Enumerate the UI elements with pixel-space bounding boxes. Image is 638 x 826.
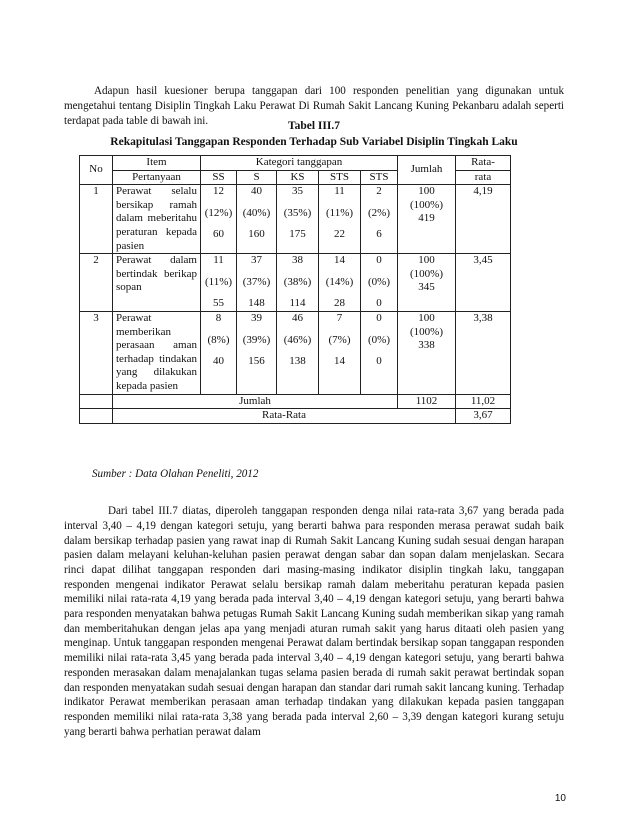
cell-score: 114 bbox=[289, 297, 306, 310]
jumlah-pct: (100%) bbox=[410, 267, 443, 280]
header-col-sts-2: STS bbox=[361, 170, 398, 185]
cell-count: 8 bbox=[215, 311, 222, 324]
cell-ks bbox=[277, 311, 319, 394]
header-category: Kategori tanggapan bbox=[201, 156, 398, 171]
header-jumlah: Jumlah bbox=[398, 156, 456, 185]
table-row bbox=[80, 254, 511, 312]
cell-sts bbox=[319, 185, 361, 254]
recap-table bbox=[79, 155, 511, 424]
cell-score: 138 bbox=[289, 355, 306, 368]
intro-paragraph: Adapun hasil kuesioner berupa tanggapan dari 100 responden penelitian yang digunakan untuk mengetahui tentang Disiplin Tingkah Laku Perawat Di Rumah Sakit Lancang Kuning Pekanbaru adalah seperti terdapat pada table di bawah ini. bbox=[64, 85, 564, 127]
cell-count: 12 bbox=[213, 185, 224, 198]
row-item: Perawat selalu bersikap ramah dalam meberitahu peraturan kepada pasien bbox=[113, 185, 201, 254]
cell-pct: (14%) bbox=[325, 275, 354, 288]
header-col-ss: SS bbox=[201, 170, 237, 185]
cell-score: 55 bbox=[213, 297, 224, 310]
cell-score: 28 bbox=[334, 297, 345, 310]
header-rata-line1: Rata- bbox=[456, 156, 511, 171]
cell-rata: 4,19 bbox=[456, 185, 511, 254]
cell-pct: (11%) bbox=[204, 275, 233, 288]
cell-pct: (39%) bbox=[242, 333, 271, 346]
header-col-sts: STS bbox=[319, 170, 361, 185]
cell-ss bbox=[201, 311, 237, 394]
cell-score: 60 bbox=[213, 228, 224, 241]
table-row bbox=[80, 185, 511, 254]
total-jumlah: 1102 bbox=[398, 394, 456, 409]
jumlah-score: 345 bbox=[418, 281, 435, 294]
cell-pct: (37%) bbox=[242, 275, 271, 288]
cell-rata: 3,45 bbox=[456, 254, 511, 312]
cell-ss bbox=[201, 185, 237, 254]
cell-sts-2 bbox=[361, 311, 398, 394]
cell-count: 2 bbox=[376, 185, 382, 198]
cell-sts-2 bbox=[361, 185, 398, 254]
cell-score: 14 bbox=[334, 355, 345, 368]
row-item: Perawat memberikan perasaan aman terhadap tindakan yang dilakukan kepada pasien bbox=[113, 311, 201, 394]
jumlah-count: 100 bbox=[418, 185, 435, 198]
cell-count: 46 bbox=[292, 311, 303, 324]
cell-count: 11 bbox=[213, 254, 224, 267]
cell-score: 148 bbox=[248, 297, 265, 310]
jumlah-pct: (100%) bbox=[410, 198, 443, 211]
cell-count: 0 bbox=[376, 311, 382, 324]
header-item-line2: Pertanyaan bbox=[113, 170, 201, 185]
cell-pct: (0%) bbox=[368, 275, 390, 288]
cell-pct: (46%) bbox=[283, 333, 312, 346]
cell-count: 40 bbox=[251, 185, 262, 198]
cell-count: 0 bbox=[376, 254, 382, 267]
cell-pct: (2%) bbox=[368, 206, 390, 219]
jumlah-pct: (100%) bbox=[410, 325, 443, 338]
cell-count: 35 bbox=[292, 185, 303, 198]
cell-count: 37 bbox=[251, 254, 262, 267]
cell-s bbox=[237, 311, 277, 394]
cell-score: 160 bbox=[248, 228, 265, 241]
header-no: No bbox=[80, 156, 113, 185]
jumlah-score: 338 bbox=[418, 339, 435, 352]
cell-pct: (38%) bbox=[283, 275, 312, 288]
header-item-line1: Item bbox=[113, 156, 201, 171]
average-row bbox=[80, 409, 511, 424]
table-title: Rekapitulasi Tanggapan Responden Terhadap Sub Variabel Disiplin Tingkah Laku bbox=[110, 136, 518, 148]
cell-ks bbox=[277, 254, 319, 312]
cell-jumlah bbox=[398, 254, 456, 312]
header-col-ks: KS bbox=[277, 170, 319, 185]
cell-sts-2 bbox=[361, 254, 398, 312]
table-header-row bbox=[80, 156, 511, 171]
cell-jumlah bbox=[398, 185, 456, 254]
total-spacer bbox=[80, 394, 113, 409]
cell-s bbox=[237, 254, 277, 312]
total-label: Jumlah bbox=[113, 394, 398, 409]
row-no: 1 bbox=[80, 185, 113, 254]
row-no: 3 bbox=[80, 311, 113, 394]
cell-count: 38 bbox=[292, 254, 303, 267]
average-spacer bbox=[80, 409, 113, 424]
cell-rata: 3,38 bbox=[456, 311, 511, 394]
cell-count: 14 bbox=[334, 254, 345, 267]
average-label: Rata-Rata bbox=[113, 409, 456, 424]
total-row bbox=[80, 394, 511, 409]
header-col-s: S bbox=[237, 170, 277, 185]
cell-sts bbox=[319, 311, 361, 394]
average-value: 3,67 bbox=[456, 409, 511, 424]
cell-pct: (0%) bbox=[368, 333, 390, 346]
body-paragraph: Dari tabel III.7 diatas, diperoleh tanggapan responden denga nilai rata-rata 3,67 yang berada pada interval 3,40 – 4,19 dengan kategori setuju, yang berarti bahwa para responden merasa perawat sudah baik dalam bersikap terhadap pasien yang rawat inap di Rumah Sakit Lancang Kuning sudah sesuai dengan harapan pasien dalam melayani keluhan-keluhan pasien perawat dengan sabar dan sopan dalam menjelaskan. Secara rinci dapat dilihat tanggapan responden dari masing-masing indikator disiplin tingkah laku, tanggapan responden mengenai indikator Perawat selalu bersikap ramah dalam meberitahu peraturan kepada pasien memiliki nilai rata-rata 4,19 yang berada pada interval 3,40 – 4,19 dengan kategori setuju, yang berarti bahwa para responden menyatakan bahwa petugas Rumah Sakit Lancang Kuning sudah memberikan sikap yang ramah dan memberitahukan dengan jelas apa yang menjadi aturan rumah sakit yang harus ditaati oleh pasien yang menginap. Untuk tanggapan responden mengenai Perawat dalam bertindak bersikap sopan tanggapan responden memiliki nilai rata-rata 3,45 yang berada pada interval 3,40 – 4,19 dengan kategori setuju, yang berarti bahwa responden merasakan dalam menajalankan tugas selama pasien berada di rumah sakit perawat bertindak sopan dan responden menyatakan sudah sesuai dengan harapan dan standar dari rumah sakit lancang kuning. Terhadap indikator Perawat memberikan perasaan aman terhadap tindakan yang dilakukan kepada pasien tanggapan responden memiliki nilai rata-rata 3,38 yang berada pada interval 2,60 – 3,39 dengan kategori kurang setuju yang berarti bahwa perhatian perawat dalam bbox=[64, 505, 564, 738]
cell-score: 22 bbox=[334, 228, 345, 241]
cell-count: 11 bbox=[334, 185, 345, 198]
jumlah-count: 100 bbox=[418, 311, 435, 324]
cell-pct: (40%) bbox=[242, 206, 271, 219]
cell-jumlah bbox=[398, 311, 456, 394]
cell-score: 40 bbox=[213, 355, 224, 368]
cell-pct: (11%) bbox=[325, 206, 354, 219]
cell-pct: (8%) bbox=[207, 333, 230, 346]
jumlah-count: 100 bbox=[418, 254, 435, 267]
cell-ks bbox=[277, 185, 319, 254]
table-row bbox=[80, 311, 511, 394]
row-no: 2 bbox=[80, 254, 113, 312]
total-rata: 11,02 bbox=[456, 394, 511, 409]
page-number: 10 bbox=[554, 793, 566, 804]
header-rata-line2: rata bbox=[456, 170, 511, 185]
cell-pct: (7%) bbox=[328, 333, 351, 346]
cell-pct: (12%) bbox=[204, 206, 233, 219]
cell-sts bbox=[319, 254, 361, 312]
jumlah-score: 419 bbox=[418, 212, 435, 225]
cell-count: 39 bbox=[251, 311, 262, 324]
cell-score: 156 bbox=[248, 355, 265, 368]
cell-count: 7 bbox=[336, 311, 343, 324]
cell-score: 0 bbox=[376, 355, 382, 368]
cell-s bbox=[237, 185, 277, 254]
cell-score: 175 bbox=[289, 228, 306, 241]
table-label: Tabel III.7 bbox=[288, 120, 340, 132]
row-item: Perawat dalam bertindak berikap sopan bbox=[113, 254, 201, 312]
cell-ss bbox=[201, 254, 237, 312]
cell-score: 0 bbox=[376, 297, 382, 310]
table-source: Sumber : Data Olahan Peneliti, 2012 bbox=[92, 468, 259, 480]
cell-score: 6 bbox=[376, 228, 382, 241]
cell-pct: (35%) bbox=[283, 206, 312, 219]
